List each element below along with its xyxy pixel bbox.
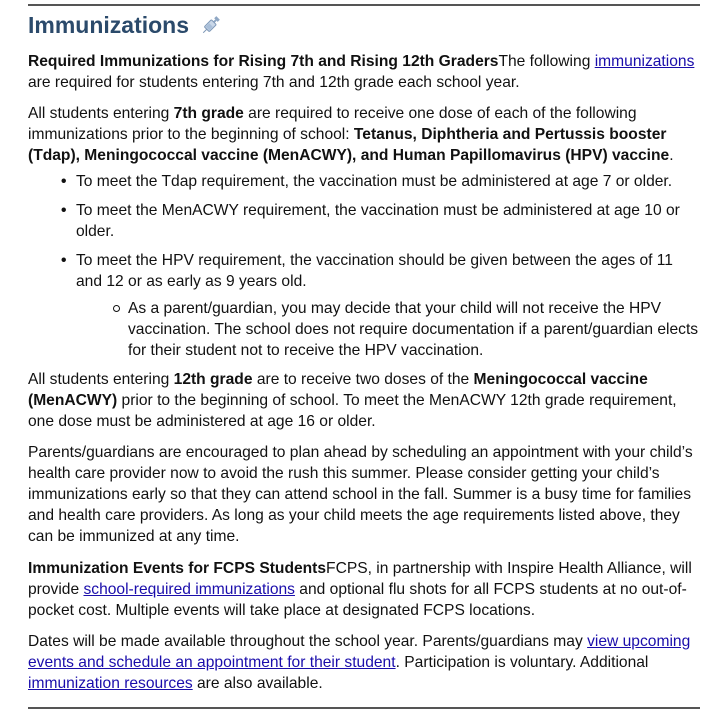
p2-text-1: All students entering — [28, 105, 174, 122]
sub-bullet-text-hpv-optout: As a parent/guardian, you may decide that your child will not receive the HPV vaccination. The school does not require documentation if a parent/guardian elects for their student not to receive the HPV vaccination. — [128, 300, 699, 359]
section-title: Immunizations — [28, 12, 190, 38]
seventh-grade-paragraph — [28, 103, 700, 166]
bullet-text-menacwy: To meet the MenACWY requirement, the vaccination must be administered at age 10 or older. — [76, 202, 680, 240]
requirement-list — [28, 171, 700, 361]
twelfth-grade-label: 12th grade — [173, 371, 253, 388]
p1-text: The following — [498, 53, 595, 70]
seventh-grade-label: 7th grade — [173, 105, 244, 122]
top-divider — [28, 4, 700, 6]
bottom-divider — [28, 707, 700, 709]
required-immunizations-heading: Required Immunizations for Rising 7th and Rising 12th Graders — [28, 53, 499, 70]
immunizations-link[interactable]: immunizations — [594, 53, 695, 70]
bullet-text-hpv: To meet the HPV requirement, the vaccination should be given between the ages of 11 and 12 or as early as 9 years old. — [76, 252, 673, 290]
view-upcoming-events-link[interactable]: view upcoming events and schedule an appointment for their student — [28, 633, 691, 671]
immunization-events-heading: Immunization Events for FCPS Students — [28, 560, 327, 577]
section-heading — [28, 10, 700, 40]
required-immunizations-paragraph — [28, 51, 700, 93]
seventh-grade-vaccines: Tetanus, Diphtheria and Pertussis booster (Tdap), Meningococcal vaccine (MenACWY), and Human Papillomavirus (HPV) vaccine — [28, 126, 670, 164]
immunization-resources-link[interactable]: immunization resources — [28, 675, 193, 692]
p3-text-3: prior to the beginning of school. To meet the MenACWY 12th grade requirement, one dose must be administered at age 16 or older. — [28, 392, 677, 430]
p1-text-end: are required for students entering 7th and 12th grade each school year. — [28, 74, 520, 91]
menacwy-label: Meningococcal vaccine (MenACWY) — [28, 371, 648, 409]
list-item — [80, 298, 700, 361]
p2-text-2: are required to receive one dose of each of the following immunizations prior to the beginning of school: — [28, 105, 637, 143]
p3-text-2: are to receive two doses of the — [252, 371, 474, 388]
dates-paragraph — [28, 631, 700, 694]
list-item — [76, 200, 700, 242]
p6-text-3: are also available. — [192, 675, 323, 692]
bullet-text-tdap: To meet the Tdap requirement, the vaccination must be administered at age 7 or older. — [76, 173, 673, 190]
list-item — [76, 171, 700, 192]
syringe-icon — [199, 13, 223, 37]
p6-text-2: . Participation is voluntary. Additional — [395, 654, 649, 671]
twelfth-grade-paragraph — [28, 369, 700, 432]
p5-text-2: and optional flu shots for all FCPS students at no out-of-pocket cost. Multiple events will take place at designated FCPS locations. — [28, 581, 687, 619]
hpv-sub-list — [28, 298, 700, 361]
immunizations-section — [28, 10, 700, 694]
p6-text-1: Dates will be made available throughout the school year. Parents/guardians may — [28, 633, 588, 650]
p2-text-3: . — [669, 147, 674, 164]
plan-ahead-paragraph: Parents/guardians are encouraged to plan ahead by scheduling an appointment with your child’s health care provider now to avoid the rush this summer. Please consider getting your child’s immunizations early so that they can attend school in the fall. Summer is a busy time for families and health care providers. As long as your child meets the age requirements listed above, they can be immunized at any time. — [28, 444, 693, 545]
list-item — [76, 250, 700, 361]
immunization-events-paragraph — [28, 558, 700, 621]
p5-text-1: FCPS, in partnership with Inspire Health Alliance, will provide — [28, 560, 692, 598]
p3-text-1: All students entering — [28, 371, 174, 388]
school-required-immunizations-link[interactable]: school-required immunizations — [83, 581, 295, 598]
